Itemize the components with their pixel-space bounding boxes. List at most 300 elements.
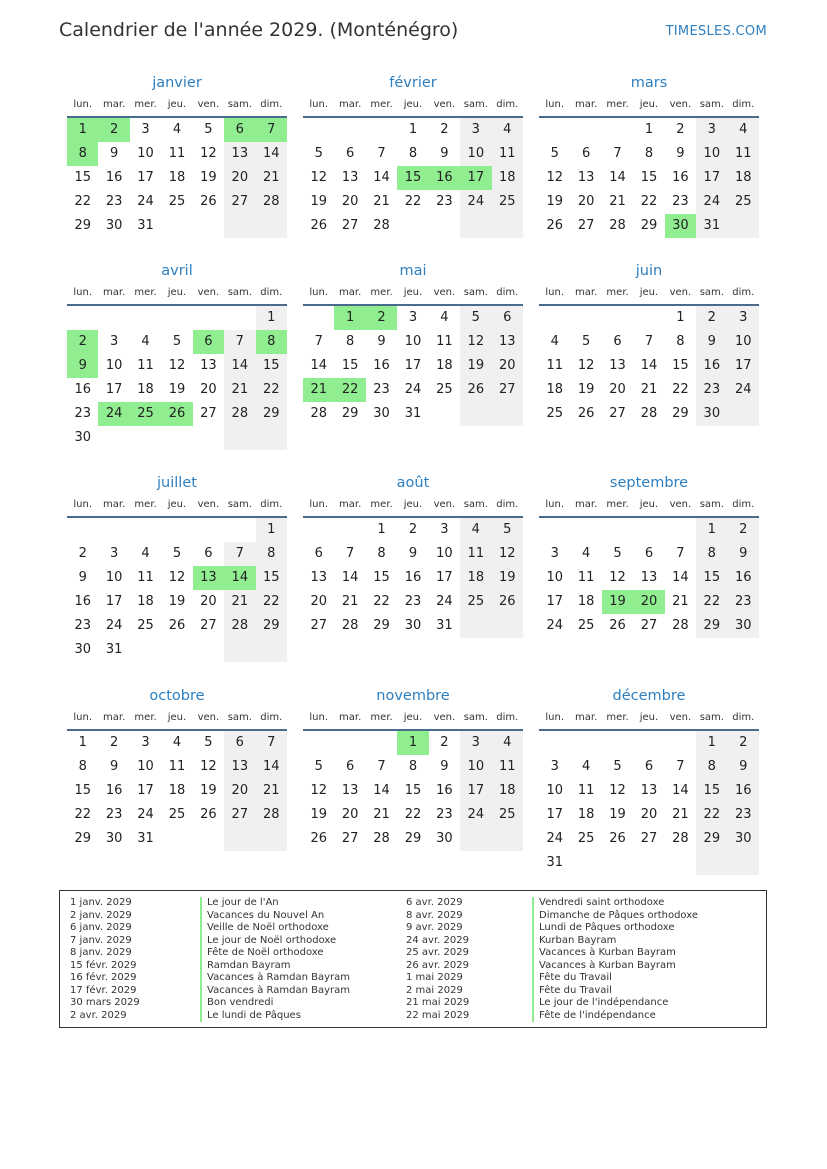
weekday-label: jeu. [403,99,423,110]
weekday-label: jeu. [639,99,659,110]
month-block [539,472,759,638]
day-cell: 15 [696,779,727,803]
holiday-day-cell: 15 [397,166,428,190]
day-cell: 5 [550,146,559,161]
day-cell: 12 [609,783,626,798]
empty-day-cell [67,306,98,330]
holiday-name: Vendredi saint orthodoxe [532,897,698,910]
weekday-label: mar. [575,287,598,298]
day-cell: 1 [256,518,287,542]
weekday-label: sam. [227,499,252,510]
day-cell: 30 [728,614,759,638]
day-cell: 20 [224,166,255,190]
day-cell: 6 [644,759,654,774]
empty-day-cell [130,306,161,330]
day-cell: 4 [172,122,182,137]
day-cell: 4 [728,118,759,142]
day-cell: 4 [550,334,559,349]
day-cell: 20 [341,807,359,822]
empty-day-cell [161,827,192,851]
holiday-day-cell: 30 [665,214,696,238]
empty-day-cell [539,118,570,142]
day-cell: 21 [640,382,658,397]
empty-day-cell [193,426,224,450]
day-cell: 29 [404,831,422,846]
empty-day-cell [161,214,192,238]
empty-day-cell [492,827,523,851]
day-cell: 12 [168,358,186,373]
day-cell: 30 [696,402,727,426]
weekday-label: mar. [103,499,126,510]
month-name: novembre [376,688,450,704]
day-cell: 13 [341,783,359,798]
weekday-label: sam. [699,499,724,510]
day-cell: 23 [696,378,727,402]
site-logo[interactable]: TIMESLES.COM [665,24,767,39]
day-cell: 3 [141,735,150,750]
empty-day-cell [303,118,334,142]
day-cell: 20 [224,779,255,803]
day-cell: 30 [404,618,422,633]
weekday-label: lun. [545,499,565,510]
day-cell: 1 [78,735,87,750]
weekday-label: mar. [103,99,126,110]
empty-day-cell [334,118,365,142]
month-name: juin [635,263,663,279]
weekday-label: sam. [699,712,724,723]
weekday-label: sam. [463,499,488,510]
day-cell: 12 [200,146,217,161]
day-cell: 16 [404,570,422,585]
holiday-date: 21 mai 2029 [406,997,470,1008]
day-cell: 30 [728,827,759,851]
day-cell: 3 [440,522,449,537]
holiday-day-cell: 6 [193,330,224,354]
day-cell: 16 [74,594,91,609]
day-cell: 3 [550,546,559,561]
weekday-label: mar. [575,99,598,110]
weekday-label: jeu. [639,712,659,723]
day-cell: 3 [109,334,119,349]
day-cell: 16 [728,779,759,803]
day-cell: 5 [314,759,323,774]
weekday-label: ven. [433,499,456,510]
day-cell: 30 [373,406,390,421]
empty-day-cell [130,426,161,450]
empty-day-cell [633,731,664,755]
day-cell: 12 [310,783,327,798]
day-cell: 20 [200,382,217,397]
day-cell: 28 [640,406,658,421]
empty-day-cell [161,518,192,542]
empty-day-cell [193,638,224,662]
day-cell: 5 [172,334,182,349]
weekday-label: dim. [260,712,283,723]
month-name: décembre [612,688,686,704]
weekday-label: lun. [545,712,565,723]
day-cell: 18 [577,594,595,609]
day-grid [67,731,287,851]
month-block [67,685,287,851]
day-grid [539,306,759,426]
day-cell: 21 [256,166,287,190]
day-cell: 25 [492,190,523,214]
weekday-label: lun. [309,287,329,298]
weekday-label: jeu. [403,712,423,723]
day-cell: 30 [74,430,91,445]
day-cell: 24 [105,618,123,633]
day-cell: 25 [577,831,595,846]
day-cell: 9 [728,542,759,566]
empty-day-cell [728,214,759,238]
day-cell: 2 [696,306,727,330]
weekday-label: lun. [73,287,93,298]
day-cell: 13 [492,330,523,354]
day-cell: 1 [256,306,287,330]
holiday-date: 15 févr. 2029 [70,959,137,971]
weekday-label: ven. [433,287,456,298]
empty-day-cell [539,306,570,330]
day-cell: 6 [224,731,255,755]
day-cell: 23 [728,590,759,614]
day-cell: 31 [105,642,123,657]
day-cell: 4 [492,118,523,142]
empty-day-cell [696,851,727,875]
day-cell: 12 [609,570,626,585]
holiday-date: 25 avr. 2029 [406,947,469,958]
weekday-label: dim. [732,99,755,110]
day-cell: 22 [74,807,91,822]
empty-day-cell [334,518,365,542]
holiday-day-cell: 16 [429,166,460,190]
day-cell: 6 [314,546,323,561]
day-cell: 21 [256,779,287,803]
weekday-label: dim. [732,712,755,723]
month-name: mars [630,75,668,91]
weekday-label: sam. [463,712,488,723]
holiday-day-cell: 13 [193,566,224,590]
day-cell: 23 [436,807,453,822]
day-cell: 9 [728,755,759,779]
day-cell: 4 [460,518,491,542]
day-cell: 5 [172,546,182,561]
weekday-label: lun. [73,712,93,723]
day-grid [67,118,287,238]
empty-day-cell [539,731,570,755]
weekday-label: jeu. [639,499,659,510]
day-cell: 9 [440,759,449,774]
weekday-label: mer. [134,712,157,723]
day-cell: 5 [492,518,523,542]
day-cell: 31 [137,218,154,233]
day-cell: 31 [546,855,563,870]
month-block [539,72,759,238]
day-cell: 17 [105,382,123,397]
day-cell: 25 [137,618,154,633]
empty-day-cell [98,426,129,450]
day-grid [303,518,523,638]
day-cell: 22 [256,590,287,614]
empty-day-cell [161,638,192,662]
day-cell: 9 [109,759,119,774]
day-cell: 14 [256,142,287,166]
holiday-name: Fête de l'indépendance [532,1010,698,1023]
empty-day-cell [256,638,287,662]
holiday-date: 22 mai 2029 [406,1009,470,1021]
day-cell: 4 [440,310,449,325]
day-cell: 10 [546,783,563,798]
day-cell: 19 [609,807,626,822]
weekday-label: mer. [134,99,157,110]
day-cell: 13 [200,358,217,373]
day-cell: 1 [676,310,685,325]
weekday-label: jeu. [403,499,423,510]
day-cell: 28 [224,402,255,426]
weekday-label: ven. [197,499,220,510]
empty-day-cell [728,851,759,875]
weekday-label: mer. [606,712,629,723]
empty-day-cell [303,306,334,330]
day-cell: 2 [728,731,759,755]
empty-day-cell [602,731,633,755]
day-cell: 21 [224,590,255,614]
weekday-label: mer. [370,712,393,723]
day-cell: 7 [224,330,255,354]
day-cell: 24 [696,190,727,214]
day-cell: 7 [676,546,685,561]
day-cell: 18 [492,779,523,803]
day-cell: 18 [137,594,154,609]
holiday-date: 26 avr. 2029 [406,959,469,971]
weekday-label: mar. [339,287,362,298]
weekday-label: mar. [339,499,362,510]
day-cell: 4 [581,759,591,774]
empty-day-cell [224,827,255,851]
holiday-name: Dimanche de Pâques orthodoxe [532,910,698,923]
weekday-label: sam. [227,287,252,298]
weekday-label: dim. [732,287,755,298]
day-cell: 28 [256,803,287,827]
holiday-day-cell: 9 [67,354,98,378]
weekday-label: jeu. [639,287,659,298]
weekday-label: ven. [433,712,456,723]
day-cell: 29 [672,406,689,421]
weekday-label: jeu. [403,287,423,298]
day-cell: 14 [310,358,327,373]
day-cell: 6 [581,146,591,161]
day-cell: 13 [640,570,658,585]
weekday-header [539,94,759,118]
weekday-label: lun. [309,99,329,110]
day-cell: 24 [728,378,759,402]
day-cell: 10 [436,546,453,561]
holiday-name: Vacances à Kurban Bayram [532,960,698,973]
empty-day-cell [130,518,161,542]
day-cell: 26 [609,831,626,846]
day-cell: 23 [728,803,759,827]
day-cell: 11 [577,570,595,585]
holiday-date: 8 janv. 2029 [70,947,132,958]
day-cell: 20 [341,194,359,209]
day-cell: 29 [696,827,727,851]
holiday-date: 30 mars 2029 [70,997,140,1008]
weekday-label: sam. [699,99,724,110]
holiday-name: Vacances à Kurban Bayram [532,947,698,960]
weekday-label: mer. [134,287,157,298]
month-block [539,260,759,426]
day-cell: 27 [640,831,658,846]
empty-day-cell [429,402,460,426]
day-cell: 17 [436,570,453,585]
weekday-label: lun. [309,712,329,723]
empty-day-cell [460,827,491,851]
weekday-label: mar. [103,712,126,723]
day-cell: 18 [168,783,186,798]
day-cell: 17 [404,358,422,373]
empty-day-cell [602,118,633,142]
day-cell: 26 [200,807,217,822]
weekday-header [303,282,523,306]
day-cell: 21 [672,594,689,609]
empty-day-cell [492,614,523,638]
day-cell: 19 [168,594,186,609]
day-cell: 28 [373,218,390,233]
day-cell: 3 [460,118,491,142]
day-cell: 15 [640,170,658,185]
holiday-date: 9 avr. 2029 [406,922,463,933]
day-cell: 17 [546,594,563,609]
day-cell: 18 [577,807,595,822]
day-cell: 11 [436,334,453,349]
empty-day-cell [460,402,491,426]
holiday-name: Le jour de l'indépendance [532,997,698,1010]
weekday-label: lun. [545,287,565,298]
holiday-date: 17 févr. 2029 [70,984,137,996]
day-cell: 14 [640,358,658,373]
day-cell: 22 [373,594,390,609]
day-cell: 27 [341,218,359,233]
day-cell: 28 [672,618,689,633]
day-cell: 21 [373,807,390,822]
day-grid [539,518,759,638]
day-cell: 12 [310,170,327,185]
empty-day-cell [366,731,397,755]
holiday-date: 2 avr. 2029 [70,1009,127,1021]
day-cell: 17 [546,807,563,822]
empty-day-cell [193,827,224,851]
day-cell: 20 [492,354,523,378]
day-cell: 31 [696,214,727,238]
month-block [67,260,287,450]
month-name: janvier [152,75,202,91]
day-cell: 25 [168,194,186,209]
weekday-label: ven. [433,99,456,110]
month-block [303,472,523,638]
holiday-day-cell: 20 [633,590,664,614]
day-cell: 16 [105,170,123,185]
holiday-dates-col-1 [70,897,140,1022]
day-cell: 24 [460,803,491,827]
day-cell: 13 [224,142,255,166]
empty-day-cell [602,306,633,330]
weekday-label: mer. [370,99,393,110]
holiday-day-cell: 6 [224,118,255,142]
day-cell: 17 [105,594,123,609]
holiday-date: 7 janv. 2029 [70,934,132,946]
day-cell: 15 [74,783,91,798]
day-cell: 14 [609,170,626,185]
holiday-day-cell: 14 [224,566,255,590]
empty-day-cell [460,614,491,638]
day-cell: 28 [672,831,689,846]
day-cell: 24 [137,807,154,822]
empty-day-cell [492,214,523,238]
day-cell: 7 [314,334,323,349]
day-cell: 29 [341,406,359,421]
day-cell: 31 [404,406,422,421]
holiday-name: Ramdan Bayram [200,960,350,973]
holiday-date: 2 mai 2029 [406,984,463,996]
day-cell: 30 [74,642,91,657]
day-cell: 27 [200,618,217,633]
day-cell: 21 [672,807,689,822]
day-cell: 8 [377,546,386,561]
month-block [539,685,759,875]
day-cell: 14 [224,354,255,378]
holiday-day-cell: 17 [460,166,491,190]
day-cell: 13 [609,358,626,373]
day-cell: 28 [224,614,255,638]
day-cell: 17 [137,170,154,185]
holiday-date: 1 janv. 2029 [70,897,132,908]
weekday-label: ven. [669,712,692,723]
day-cell: 22 [404,194,422,209]
day-cell: 28 [609,218,626,233]
day-cell: 10 [137,759,154,774]
day-cell: 9 [377,334,386,349]
day-cell: 26 [460,378,491,402]
day-cell: 11 [460,542,491,566]
day-cell: 12 [492,542,523,566]
day-cell: 4 [141,334,150,349]
day-cell: 30 [105,831,123,846]
day-cell: 21 [341,594,359,609]
weekday-label: mer. [134,499,157,510]
weekday-header [303,94,523,118]
day-cell: 13 [224,755,255,779]
day-cell: 4 [172,735,182,750]
month-name: août [396,475,430,491]
day-cell: 19 [200,170,217,185]
day-cell: 8 [408,759,418,774]
day-cell: 24 [404,382,422,397]
day-cell: 23 [404,594,422,609]
weekday-label: dim. [260,287,283,298]
day-cell: 24 [137,194,154,209]
day-cell: 2 [728,518,759,542]
day-cell: 18 [546,382,563,397]
day-cell: 7 [676,759,685,774]
day-cell: 26 [310,218,327,233]
holiday-name: Le lundi de Pâques [200,1010,350,1023]
weekday-label: mer. [606,287,629,298]
day-cell: 14 [256,755,287,779]
day-cell: 3 [728,306,759,330]
day-cell: 1 [696,731,727,755]
day-cell: 27 [224,190,255,214]
holiday-legend [59,890,767,1028]
empty-day-cell [224,306,255,330]
